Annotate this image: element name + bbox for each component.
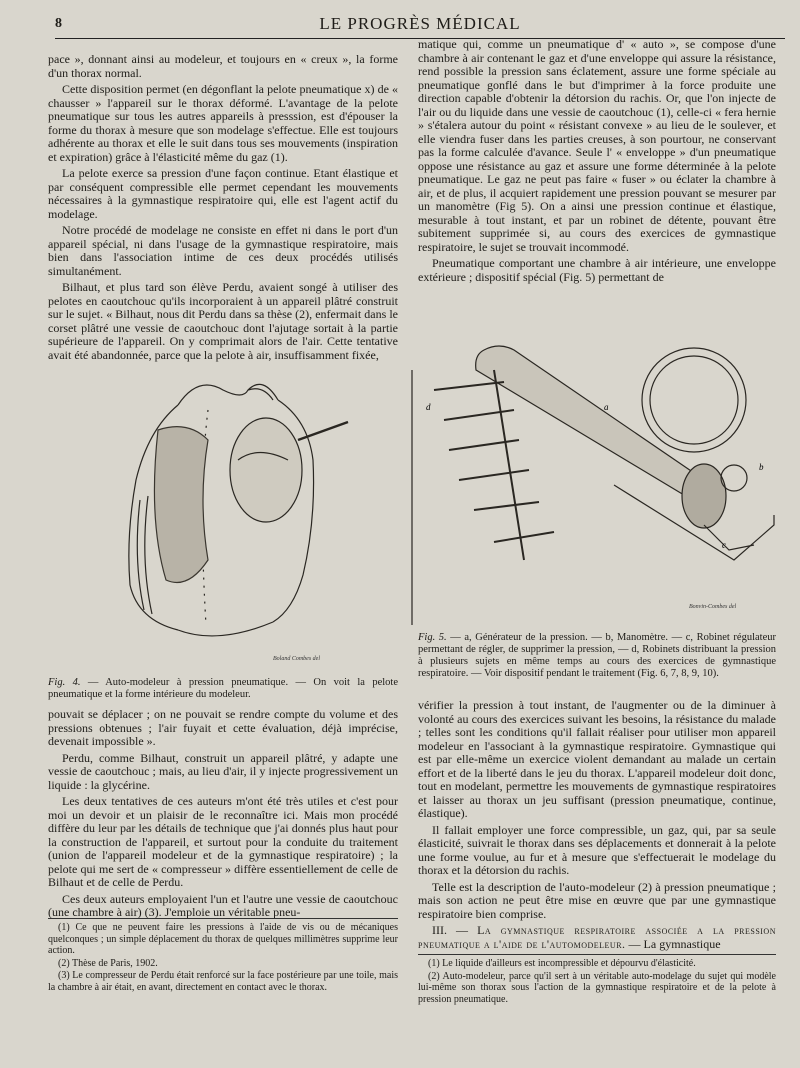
paragraph: La pelote exerce sa pression d'une façon continue. Etant élastique et par conséquent compressible elle permet cependant les mouvements nécessaires à la gymnastique respiratoire qui, elle est l'agent actif du modelage.	[48, 166, 398, 221]
paragraph: vérifier la pression à tout instant, de l'augmenter ou de la diminuer à volonté au cours des exercices suivant les besoins, la résistance du malade ; telles sont les conditions qu'il fallait réaliser pour utiliser mon appareil modeleur en l'associant à la gymnastique respiratoire. Gymnastique qui est par elle-même un exercice violent demandant au malade un certain effort et de la liberté dans le jeu du thorax. L'appareil modeleur doit donc, tout en modelant, permettre les mouvements de gymnastique respiratoires et laisser au thorax un jeu suffisant (pression pneumatique, continue, élastique).	[418, 698, 776, 820]
label-d: d	[426, 402, 431, 412]
left-column-top	[48, 53, 398, 365]
label-b: b	[759, 462, 764, 472]
label-c: c	[722, 540, 726, 550]
left-column-bottom	[48, 708, 398, 923]
section-number: III. —	[432, 923, 478, 937]
figure-5-pressure-generator	[404, 310, 784, 632]
paragraph: pace », donnant ainsi au modeleur, et toujours en « creux », la forme d'un thorax normal.	[48, 52, 398, 80]
paragraph: Cette disposition permet (en dégonflant la pelote pneumatique x) de « chausser » l'appareil sur le thorax déformé. L'avantage de la pelote pneumatique sur tous les autres appareils à presssion, est d'épouser la forme du thorax à mesure que son modelage s'effectue. Elle est toujours adhérente au thorax et elle le suit dans tous ses mouvements (inspiration et expiration) grâce à l'élasticité même du gaz (1).	[48, 82, 398, 164]
paragraph: Perdu, comme Bilhaut, construit un appareil plâtré, y adapte une vessie de caoutchouc ; mais, au lieu d'air, il y injecte progressivement un liquide : la glycérine.	[48, 750, 398, 792]
figure-4-label: Fig. 4.	[48, 677, 81, 688]
figure-5-signature: Bonvin-Combes del	[689, 604, 737, 610]
paragraph: Pneumatique comportant une chambre à air intérieure, une enveloppe extérieure ; dispositif spécial (Fig. 5) permettant de	[418, 256, 776, 284]
figure-4-corset-illustration	[48, 360, 398, 678]
generator-drawing	[404, 310, 784, 632]
paragraph: Il fallait employer une force compressible, un gaz, qui, par sa seule élasticité, suivrait le thorax dans ses déplacements et donnerait à la pelote une forme voulue, au fur et à mesure que s'effectuerait le modelage du thorax et la détorsion du rachis.	[418, 822, 776, 877]
footnotes-right	[418, 954, 776, 1006]
paragraph: Ces deux auteurs employaient l'un et l'autre une vessie de caoutchouc (une chambre à air) (3). J'emploie un véritable pneu-	[48, 891, 398, 919]
footnote: (1) Le liquide d'ailleurs est incompressible et dépourvu d'élasticité.	[428, 958, 696, 969]
page-number: 8	[55, 16, 62, 31]
section-heading	[418, 924, 776, 951]
paragraph: Telle est la description de l'auto-modeleur (2) à pression pneumatique ; mais son action ne peut être mise en œuvre que par une gymnastique respiratoire bien comprise.	[418, 879, 776, 921]
paragraph: Bilhaut, et plus tard son élève Perdu, avaient songé à utiliser des pelotes en caoutchouc qu'ils incorporaient à un appareil plâtré construit sur le sujet. « Bilhaut, nous dit Perdu dans sa thèse (2), enfermait dans le corset plâtré une vessie de caoutchouc dont l'ajutage sortait à la partie supérieure de l'appareil. On y comprimait alors de l'air. Cette tentative avait été abandonnée, parce que la pelote à air, insuffisamment fixée,	[48, 280, 398, 362]
footnote: (1) Ce que ne peuvent faire les pressions à l'aide de vis ou de mécaniques quelconques ; un simple déplacement du thorax de quelques millimètres supprime leur action.	[48, 922, 398, 956]
label-a: a	[604, 402, 609, 412]
section-lead: — La gymnastique	[625, 936, 721, 951]
figure-4-caption	[48, 677, 398, 701]
figure-4-caption-text: — Auto-modeleur à pression pneumatique. — On voit la pelote pneumatique et la forme intérieure du modeleur.	[48, 677, 398, 700]
right-column-bottom	[418, 699, 776, 954]
paragraph: Notre procédé de modelage ne consiste en effet ni dans le port d'un appareil spécial, ni dans l'usage de la gymnastique respiratoire, mais bien dans l'association intime de ces deux procédés utilisés simultanément.	[48, 223, 398, 278]
section-title: La gymnastique respiratoire associée a la pression pneumatique a l'aide de l'automodeleur.	[418, 923, 776, 951]
paragraph: pouvait se déplacer ; on ne pouvait se rendre compte du volume et des pressions obtenues ; l'air fuyait et cette évaluation, déjà imprécise, devenait impossible ».	[48, 707, 398, 748]
corset-drawing	[48, 360, 398, 678]
footnote: (2) Thèse de Paris, 1902.	[58, 957, 158, 969]
figure-5-caption-text: — a, Générateur de la pression. — b, Manomètre. — c, Robinet régulateur permettant de régler, de supprimer la pression, — d, Robinets distribuant la pression à plusieurs sujets en même temps au cours des exercices de gymnastique respiratoire. — Voir dispositif pendant le traitement (Fig. 6, 7, 8, 9, 10).	[418, 632, 776, 679]
figure-5-caption	[418, 632, 776, 680]
footnote: (2) Auto-modeleur, parce qu'il sert à un véritable auto-modelage du sujet qui modèle lui-même son thorax sous l'action de la gymnastique respiratoire et de la pelote à pression pneumatique.	[418, 970, 776, 1005]
figure-4-signature: Boland Combes del	[273, 656, 320, 662]
figure-5-label: Fig. 5.	[418, 632, 447, 643]
paragraph: Les deux tentatives de ces auteurs m'ont été très utiles et c'est pour moi un devoir et un plaisir de le reconnaître ici. Mais mon procédé diffère du leur par les détails de technique que j'ai donnés plus haut pour la construction de l'appareil, et surtout pour la conduite du traitement (union de l'appareil modeleur et de la gymnastique respiratoire) ; la pelote qui me sert de « compresseur » diffère essentiellement de celle de Bilhaut et de celle de Perdu.	[48, 794, 398, 889]
running-title: LE PROGRÈS MÉDICAL	[319, 14, 521, 33]
footnote: (3) Le compresseur de Perdu était renforcé sur la face postérieure par une toile, mais la chambre à air était, en avant, directement en contact avec le thorax.	[48, 970, 398, 993]
right-column-top	[418, 38, 776, 287]
page-header	[55, 12, 785, 39]
paragraph: matique qui, comme un pneumatique d' « auto », se compose d'une chambre à air contenant le gaz et d'une enveloppe qui assure la résistance, rend possible la pression sans éclatement, assure une forme spéciale au pneumatique gonflé dans le but d'imprimer à la force produite une direction capable d'obtenir la détorsion du rachis. Or, que l'on injecte de l'air ou du liquide dans une vessie de caoutchouc (1), celle-ci « fera hernie » s'étalera autour du point « résistant convexe » au lieu de le soulever, et elle viendra fuser dans les parties creuses, à son pourtour, ne conservant pas la forme calculée d'avance. Seule l' « enveloppe » d'un pneumatique oppose une résistance au gaz et assure une forme déterminée à la pelote pneumatique. Le gaz ne peut pas faire « fuser » ou éclater la chambre à air, et de plus, il acquiert rapidement une pression pouvant se mesurer par un manomètre (Fig 5). On a ainsi une pression continue et élastique, mesurable à tout instant, et par un robinet de détente, pouvant être subitement supprimée si, au cours des exercices de gymnastique respiratoire, le sujet se trouvait incommodé.	[418, 37, 776, 254]
footnotes-left	[48, 918, 398, 994]
